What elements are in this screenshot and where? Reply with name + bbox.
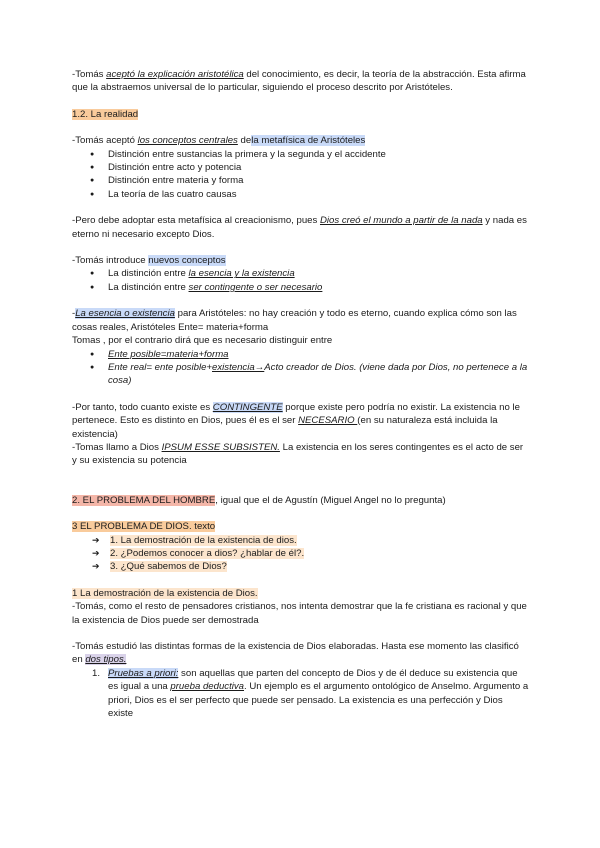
paragraph-tomas-distinguish: Tomas , por el contrario dirá que es necesario distinguir entre <box>72 335 333 347</box>
list-item <box>72 547 530 560</box>
paragraph-central-concepts <box>72 134 530 147</box>
underlined-phrase: Ente posible=materia+forma <box>108 348 229 360</box>
text: (en su naturaleza está incluida la existencia) <box>72 415 498 440</box>
paragraph-ipsum-esse <box>72 441 530 468</box>
text: de <box>237 135 252 147</box>
list-item: ● Distinción entre materia y forma <box>72 174 530 187</box>
text: son aquellas que parten del concepto de Dios y de él deduce su existencia que es igual a una <box>108 667 518 693</box>
document-page <box>72 68 530 720</box>
list-item: ● Distinción entre acto y potencia <box>72 161 530 174</box>
highlighted-phrase: nuevos conceptos <box>148 255 226 267</box>
text: , igual que el de Agustín (Miguel Angel no lo pregunta) <box>215 494 446 506</box>
new-concepts-list <box>72 267 530 294</box>
underlined-phrase: la esencia y la existencia <box>188 268 295 280</box>
list-item <box>72 361 530 388</box>
list-item <box>72 667 530 721</box>
heading-2 <box>72 494 530 507</box>
text: -Tomás aceptó <box>72 135 138 147</box>
heading-3 <box>72 520 530 533</box>
ente-list <box>72 348 530 388</box>
text: Acto creador de Dios. (viene dada por Dios, no pertenece a la cosa) <box>108 361 528 387</box>
text: -Tomás estudió las distintas formas de la existencia de Dios elaboradas. Hasta ese momento las clasificó en <box>72 641 519 666</box>
list-item: ● La teoría de las cuatro causas <box>72 188 530 201</box>
underlined-phrase: aceptó la explicación aristotélica <box>106 69 244 80</box>
underlined-phrase: existencia→ <box>212 361 265 373</box>
heading-text: 1.2. La realidad <box>72 108 139 120</box>
list-item: ● Distinción entre sustancias la primera y la segunda y el accidente <box>72 148 530 161</box>
paragraph-contingent <box>72 401 530 441</box>
paragraph-abstraction <box>72 68 530 95</box>
paragraph-rational-faith: -Tomás, como el resto de pensadores cristianos, nos intenta demostrar que la fe cristiana es racional y que la existencia de Dios puede ser demostrada <box>72 601 527 626</box>
list-item <box>72 281 530 294</box>
highlighted-phrase: Pruebas a priori: <box>108 667 179 679</box>
text: para Aristóteles: no hay creación y todo es eterno, cuando explica cómo son las cosas reales, Aristóteles Ente= materia+forma <box>72 308 517 333</box>
list-item <box>72 560 530 573</box>
highlighted-phrase: CONTINGENTE <box>212 401 283 413</box>
text: La distinción entre <box>108 268 189 280</box>
highlighted-phrase: 1. La demostración de la existencia de dios. <box>110 534 297 546</box>
highlighted-phrase: La esencia o existencia <box>75 308 175 320</box>
text: y nada es eterno ni necesario excepto Dios. <box>72 215 527 240</box>
text: del conocimiento, es decir, la teoría de la abstracción. Esta afirma que la abstraemos universal de lo particular, siguiendo el proceso descrito por Aristóteles. <box>72 69 526 94</box>
text: Ente real= ente posible+ <box>108 361 213 373</box>
underlined-phrase: los conceptos centrales <box>137 135 238 147</box>
list-item <box>72 534 530 547</box>
underlined-phrase: ser contingente o ser necesario <box>188 281 323 293</box>
text: . Un ejemplo es el argumento ontológico de Anselmo. Argumento a priori, Dios es el ser perfecto que puede ser pensado. La existencia es una perfección y Dios existe <box>108 681 529 720</box>
text: -Por tanto, todo cuanto existe es <box>72 401 213 413</box>
text: La existencia en los seres contingentes es el acto de ser y su existencia su potencia <box>72 441 524 467</box>
text: -Tomás introduce <box>72 255 149 267</box>
paragraph-creationism <box>72 214 530 241</box>
text: La distinción entre <box>108 281 189 293</box>
paragraph-essence-existence <box>72 307 530 334</box>
heading-text: 2. EL PROBLEMA DEL HOMBRE <box>72 494 216 506</box>
highlighted-phrase: la metafísica de Aristóteles <box>251 135 366 147</box>
text: -Pero debe adoptar esta metafísica al creacionismo, pues <box>72 215 320 227</box>
text: -Tomas llamo a Dios <box>72 441 162 453</box>
text: porque existe pero podría no existir. La existencia no le pertenece. Esto es distinto en Dios, pues él es el ser <box>72 401 520 427</box>
underlined-phrase: Dios creó el mundo a partir de la nada <box>319 215 483 227</box>
heading-3-1 <box>72 587 530 600</box>
highlighted-phrase: 3. ¿Qué sabemos de Dios? <box>110 561 227 573</box>
list-number: 1. <box>92 667 101 679</box>
paragraph-two-types <box>72 640 530 667</box>
paragraph-new-concepts <box>72 254 530 267</box>
metaphysics-list <box>72 148 530 202</box>
underlined-phrase: IPSUM ESSE SUBSISTEN. <box>161 441 280 453</box>
numbered-list <box>72 667 530 721</box>
heading-1-2 <box>72 108 530 121</box>
underlined-phrase: prueba deductiva <box>170 681 245 693</box>
text: - <box>72 308 76 320</box>
underlined-phrase: NECESARIO <box>298 415 358 427</box>
highlighted-phrase: dos tipos. <box>85 654 127 666</box>
arrow-list <box>72 534 530 574</box>
highlighted-phrase: 2. ¿Podemos conocer a dios? ¿hablar de él?. <box>110 547 305 559</box>
heading-text: 1 La demostración de la existencia de Dios. <box>72 587 258 599</box>
text: -Tomás <box>72 69 107 80</box>
list-item <box>72 267 530 280</box>
heading-text: 3 EL PROBLEMA DE DIOS. texto <box>72 521 216 533</box>
list-item <box>72 348 530 361</box>
